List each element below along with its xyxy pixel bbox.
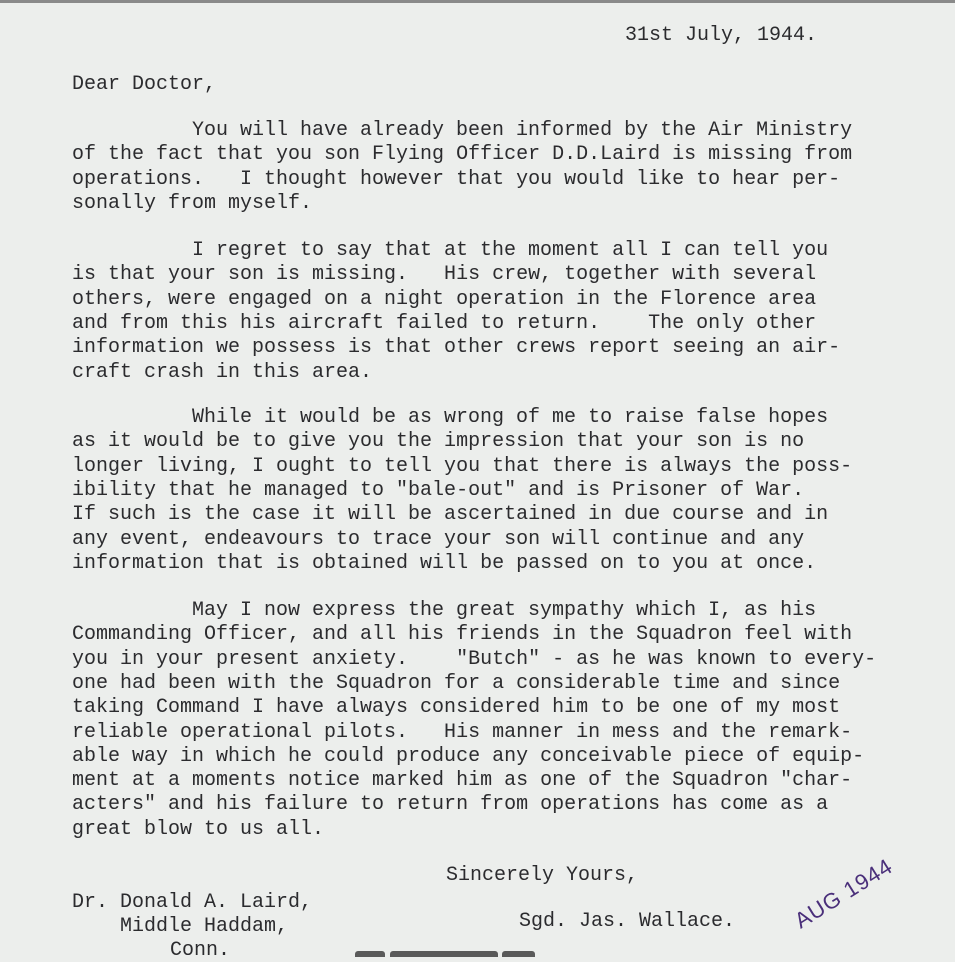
salutation: Dear Doctor, (72, 73, 217, 96)
paragraph-line: one had been with the Squadron for a considerable time and since (72, 671, 841, 695)
signature: Sgd. Jas. Wallace. (519, 910, 736, 933)
paragraph-line: others, were engaged on a night operation in the Florence area (72, 287, 817, 311)
paragraph-line: as it would be to give you the impression that your son is no (72, 430, 805, 454)
paragraph-line: longer living, I ought to tell you that there is always the poss- (72, 454, 853, 478)
paragraph-line: able way in which he could produce any conceivable piece of equip- (72, 744, 865, 768)
paragraph-line: information that is obtained will be passed on to you at once. (72, 551, 817, 575)
paragraph-line: You will have already been informed by the Air Ministry (192, 119, 853, 142)
closing: Sincerely Yours, (446, 864, 639, 887)
paragraph-line: information we possess is that other crews report seeing an air- (72, 336, 841, 360)
paragraph-line: If such is the case it will be ascertained in due course and in (72, 503, 829, 527)
letter-date: 31st July, 1944. (625, 24, 818, 47)
paragraph-line: May I now express the great sympathy which I, as his (192, 599, 817, 622)
paragraph-line: great blow to us all. (72, 817, 325, 841)
address-line-name: Dr. Donald A. Laird, (72, 891, 313, 914)
paragraph-line: craft crash in this area. (72, 360, 373, 384)
paragraph-line: ment at a moments notice marked him as one of the Squadron "char- (72, 769, 853, 793)
paragraph-line: I regret to say that at the moment all I can tell you (192, 239, 829, 262)
paragraph-line: is that your son is missing. His crew, together with several (72, 263, 817, 287)
paragraph-line: any event, endeavours to trace your son will continue and any (72, 527, 805, 551)
paragraph-line: Commanding Officer, and all his friends in the Squadron feel with (72, 623, 853, 647)
paragraph-line: acters" and his failure to return from operations has come as a (72, 793, 829, 817)
paragraph-line: taking Command I have always considered him to be one of my most (72, 696, 841, 720)
paragraph-line: ibility that he managed to "bale-out" and is Prisoner of War. (72, 478, 805, 502)
viewer-control-left[interactable] (355, 951, 385, 957)
paragraph-line: you in your present anxiety. "Butch" - as he was known to every- (72, 647, 877, 671)
address-line-state: Conn. (170, 939, 231, 962)
date-stamp: AUG 1944 (790, 853, 898, 934)
paragraph-line: sonally from myself. (72, 191, 313, 215)
paragraph-line: of the fact that you son Flying Officer D.D.Laird is missing from (72, 143, 853, 167)
viewer-control-right[interactable] (502, 951, 535, 957)
viewer-control-middle[interactable] (390, 951, 498, 957)
address-line-town: Middle Haddam, (120, 915, 289, 938)
paragraph-line: operations. I thought however that you would like to hear per- (72, 167, 841, 191)
paragraph-line: While it would be as wrong of me to raise false hopes (192, 406, 829, 429)
page-top-edge (0, 0, 955, 3)
paragraph-line: reliable operational pilots. His manner in mess and the remark- (72, 720, 853, 744)
paragraph-line: and from this his aircraft failed to return. The only other (72, 311, 817, 335)
